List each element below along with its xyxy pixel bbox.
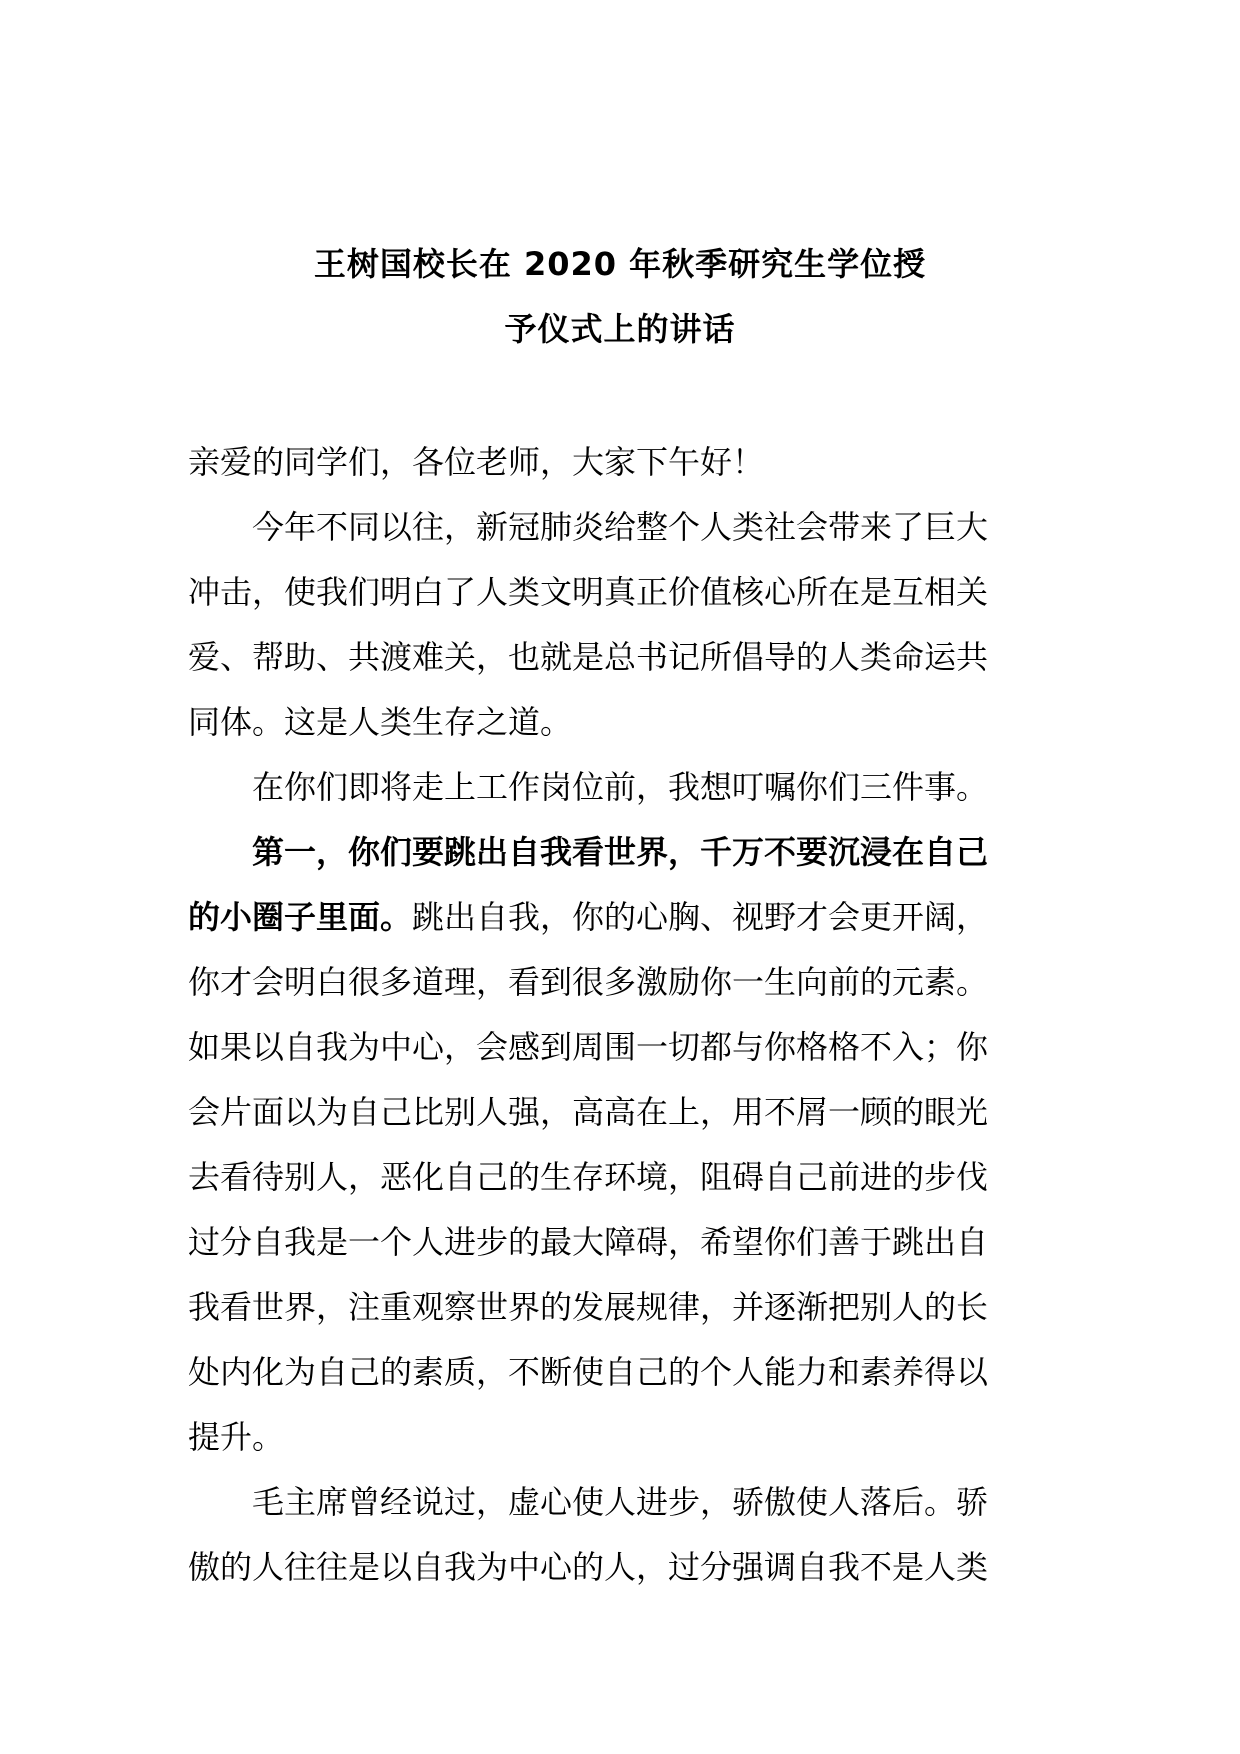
paragraph-line: 傲的人往往是以自我为中心的人，过分强调自我不是人类: [188, 1548, 989, 1586]
paragraph-line: 在你们即将走上工作岗位前，我想叮嘱你们三件事。: [252, 768, 989, 806]
document-body: [188, 430, 1058, 1600]
bold-heading-end: 的小圈子里面。: [188, 898, 413, 936]
paragraph-line: 今年不同以往，新冠肺炎给整个人类社会带来了巨大: [252, 508, 989, 546]
bold-heading-line: 第一，你们要跳出自我看世界，千万不要沉浸在自己: [252, 833, 989, 871]
paragraph-line: 冲击，使我们明白了人类文明真正价值核心所在是互相关: [188, 573, 989, 611]
paragraph-line: 处内化为自己的素质，不断使自己的个人能力和素养得以: [188, 1353, 989, 1391]
paragraph-line: 去看待别人，恶化自己的生存环境，阻碍自己前进的步伐: [188, 1158, 989, 1196]
paragraph-text: 跳出自我，你的心胸、视野才会更开阔，: [412, 898, 989, 936]
paragraph-line: 我看世界，注重观察世界的发展规律，并逐渐把别人的长: [188, 1288, 989, 1326]
paragraph-4: [188, 1470, 1058, 1600]
paragraph-3: [188, 820, 1058, 1470]
title-line-1: 王树国校长在 2020 年秋季研究生学位授: [313, 245, 927, 283]
paragraph-line: 同体。这是人类生存之道。: [188, 703, 573, 741]
document-title: [140, 232, 1100, 362]
paragraph-line: 如果以自我为中心，会感到周围一切都与你格格不入；你: [188, 1028, 989, 1066]
paragraph-line: 提升。: [188, 1418, 285, 1456]
paragraph-line: 毛主席曾经说过，虚心使人进步，骄傲使人落后。骄: [252, 1483, 989, 1521]
paragraph-line: 过分自我是一个人进步的最大障碍，希望你们善于跳出自: [188, 1223, 989, 1261]
paragraph-2: [188, 755, 1058, 820]
title-line-2: 予仪式上的讲话: [504, 310, 736, 348]
paragraph-line: 会片面以为自己比别人强，高高在上，用不屑一顾的眼光: [188, 1093, 989, 1131]
paragraph-line: [188, 885, 1058, 950]
paragraph-1: [188, 495, 1058, 755]
greeting: 亲爱的同学们，各位老师，大家下午好！: [188, 443, 765, 481]
paragraph-line: 爱、帮助、共渡难关，也就是总书记所倡导的人类命运共: [188, 638, 989, 676]
paragraph-line: 你才会明白很多道理，看到很多激励你一生向前的元素。: [188, 963, 989, 1001]
